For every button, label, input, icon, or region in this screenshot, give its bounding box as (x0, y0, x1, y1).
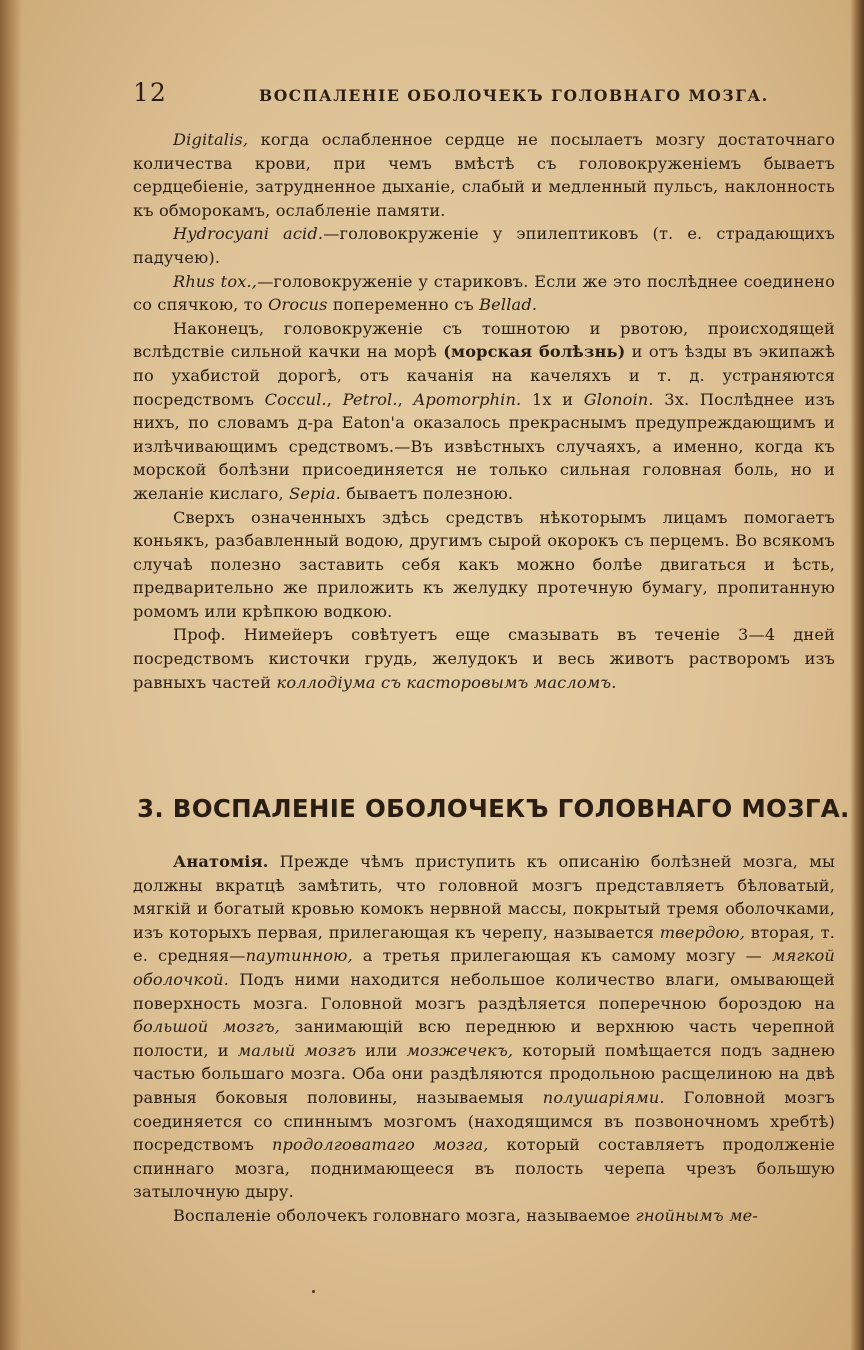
paragraph-text: —головокруженіе у эпилептиковъ (т. е. страдающихъ падучею). (133, 224, 835, 267)
paragraph-text: 3x. Послѣднее изъ нихъ, по словамъ д-ра Eaton'a оказалось прекраснымъ предупреждающимъ и излѣчивающимъ средствомъ.—Въ извѣстныхъ случаяхъ, а именно, когда къ морской болѣзни присоединяется не только сильная головная боль, но и желаніе кислаго, (133, 389, 835, 503)
paragraph-text: Проф. Нимейеръ совѣтуетъ еще смазывать въ теченіе 3—4 дней посредствомъ кисточки грудь, желудокъ и весь животъ растворомъ изъ равныхъ частей (133, 625, 835, 692)
paragraph-text: —головокруженіе у стариковъ. Если же это послѣднее соединено со спячкою, то (133, 271, 835, 315)
paragraph-text: 1x и (521, 389, 584, 409)
paragraph-rhus-tox (133, 270, 835, 317)
term: мягкой оболочкой. (133, 946, 835, 989)
paragraph-text: который помѣщается подъ заднею частью большаго мозга. Оба они раздѣляются продольною расщелиною на двѣ равныя боковыя половины, называемыя (133, 1040, 836, 1107)
paragraph-text: Воспаленіе оболочекъ головнаго мозга, называемое (173, 1205, 636, 1225)
remedy-name: Rhus tox., (173, 271, 258, 291)
remedy-name: Orocus (268, 295, 328, 315)
paragraph-anatomy (133, 850, 835, 1204)
paragraph-text: или (356, 1040, 407, 1060)
paragraph-hydrocyani (133, 222, 835, 269)
paragraph-text: и отъ ѣзды въ экипажѣ по ухабистой дорогѣ, отъ качанія на качеляхъ и т. д. устраняются посредствомъ (133, 342, 835, 409)
section-heading: 3. ВОСПАЛЕНІЕ ОБОЛОЧЕКЪ ГОЛОВНАГО МОЗГА. (137, 794, 850, 823)
paragraph-text: вторая, т. е. средняя— (133, 922, 835, 966)
paragraph-text: Прежде чѣмъ приступить къ описанію болѣзней мозга, мы должны вкратцѣ замѣтить, что головной мозгъ представляетъ бѣловатый, мягкій и богатый кровью комокъ нервной массы, покрытый тремя оболочками, изъ которыхъ первая, прилегающая къ черепу, называется (133, 852, 835, 942)
paragraph-seasickness (133, 317, 835, 506)
remedy-name: Petrol. (342, 389, 398, 409)
remedy-name: Digitalis, (173, 130, 249, 149)
paragraph-text: Головной мозгъ соединяется со спиннымъ мозгомъ (находящимся въ позвоночномъ хребтѣ) посредствомъ (133, 1087, 835, 1155)
term: большой мозгъ, (133, 1017, 280, 1037)
paragraph-text: бываетъ полезною. (340, 483, 514, 503)
running-title: ВОСПАЛЕНІЕ ОБОЛОЧЕКЪ ГОЛОВНАГО МОЗГА. (259, 86, 769, 105)
italic-phrase: коллодіума съ касторовымъ масломъ. (276, 672, 617, 692)
page-left-edge-shadow (0, 0, 22, 1350)
remedy-name: Glonoin. (583, 389, 654, 409)
remedy-name: Apomorphin. (413, 389, 522, 409)
term: полушаріями. (542, 1087, 665, 1107)
bold-phrase: (морская болѣзнь) (443, 342, 626, 362)
remedy-name: Hydrocyani acid. (173, 224, 324, 244)
term: гнойнымъ ме- (635, 1205, 758, 1225)
running-header (133, 78, 833, 112)
term: продолговатаго мозга, (271, 1135, 489, 1155)
page-number: 12 (133, 78, 167, 107)
remedy-name: Coccul. (264, 389, 327, 409)
term: твердою, (659, 922, 746, 942)
paragraph-meningitis-intro (133, 1204, 835, 1228)
paragraph-text: Наконецъ, головокруженіе съ тошнотою и рвотою, происходящей вслѣдствіе сильной качки на морѣ (133, 318, 835, 362)
remedy-name: Sepia. (289, 483, 341, 503)
text-block-upper (133, 128, 835, 694)
paper-speck (312, 1290, 315, 1293)
paragraph-lead: Анатомія. (173, 852, 269, 871)
paragraph-digitalis (133, 128, 835, 222)
term: малый мозгъ (237, 1040, 357, 1060)
paragraph-text: Подъ ними находится небольшое количество влаги, омывающей поверхность мозга. Головной мозгъ раздѣляется поперечною бороздою на (133, 969, 835, 1013)
term: паутинною, (245, 946, 353, 966)
paragraph-other-remedies (133, 506, 835, 624)
term: мозжечекъ, (406, 1040, 514, 1060)
page-right-edge-shadow (850, 0, 864, 1350)
paragraph-niemeyer (133, 623, 835, 694)
separator: , (397, 389, 414, 409)
paragraph-text: занимающій всю переднюю и верхнюю часть черепной полости, и (133, 1017, 835, 1060)
separator: , (326, 389, 343, 409)
paragraph-text: Сверхъ означенныхъ здѣсь средствъ нѣкоторымъ лицамъ помогаетъ коньякъ, разбавленный водою, другимъ сырой окорокъ съ перцемъ. Во всякомъ случаѣ полезно заставить себя какъ можно болѣе двигаться и ѣсть, предварительно же приложить къ желудку протечную бумагу, пропитанную ромомъ или крѣпкою водкою. (133, 507, 835, 621)
remedy-name: Bellad. (479, 295, 538, 315)
paragraph-text: когда ослабленное сердце не посылаетъ мозгу достаточнаго количества крови, при чемъ вмѣстѣ съ головокруженіемъ бываетъ сердцебіеніе, затрудненное дыханіе, слабый и медленный пульсъ, наклонность къ обморокамъ, ослабленіе памяти. (133, 130, 835, 220)
paragraph-text: а третья прилегающая къ самому мозгу — (352, 946, 772, 966)
text-block-lower (133, 850, 835, 1228)
paragraph-text: попеременно съ (327, 295, 480, 315)
paragraph-text: который составляетъ продолженіе спиннаго мозга, поднимающееся въ полость черепа чрезъ большую затылочную дыру. (133, 1135, 835, 1202)
